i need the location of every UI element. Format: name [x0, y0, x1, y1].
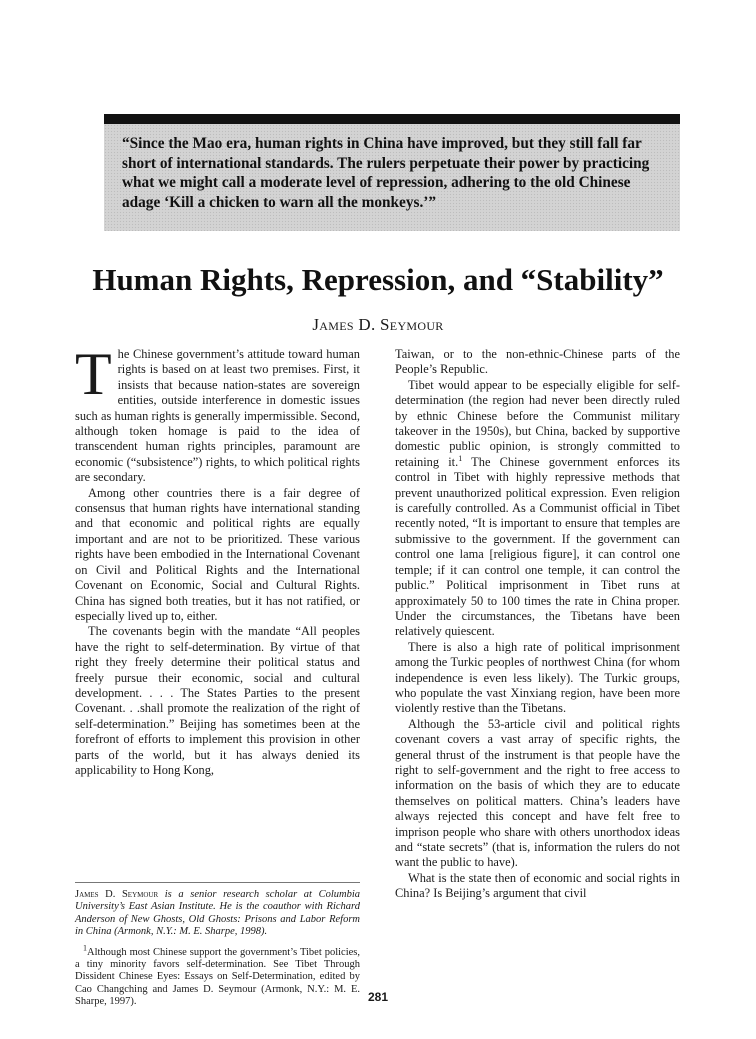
page-number: 281 — [367, 990, 389, 1004]
right-paragraph-2: Tibet would appear to be especially eligible for self-determination (the region had never been directly ruled by ethnic Chinese before the Communist military takeover in the 1950s), but China, backed by supportive domestic public opinion, is strongly committed to retaining it.$^1$ The Chinese government enforces its control in Tibet with highly repressive methods that prevent unauthorized political expression. Even religion is carefully controlled. As a Communist official in Tibet recently noted, “It is important to ensure that temples are submissive to the government. If the government can control one lama [religious figure], it can control one temple; if it can control one temple, it can control the public.” Political imprisonment in Tibet runs at approximately 50 to 100 times the rate in China proper. Under the circumstances, the Tibetans have been relatively quiescent. — [395, 377, 680, 639]
article-author: James D. Seymour — [312, 315, 444, 334]
pull-quote-text: “Since the Mao era, human rights in China have improved, but they still fall far short of international standards. The rulers perpetuate their power by practicing what we might call a moderate level of repression, adhering to the old Chinese adage ‘Kill a chicken to warn all the monkeys.’” — [122, 135, 650, 211]
top-rule — [104, 114, 680, 124]
right-paragraph-1: Taiwan, or to the non-ethnic-Chinese parts of the People’s Republic. — [395, 347, 680, 377]
right-column — [395, 347, 680, 902]
right-paragraph-3: There is also a high rate of political imprisonment among the Turkic peoples of northwest China (for whom independence is even less likely). The Turkic groups, who populate the vast Xinxiang region, have been more violently restive than the Tibetans. — [395, 639, 680, 716]
right-paragraph-4: Although the 53-article civil and political rights covenant covers a vast array of specific rights, the general thrust of the instrument is that people have the right to self-government and the right to free access to information on the basis of which they are to educate themselves on political matters. China’s leaders have always rejected this concept and have felt free to imprison people who share with others unorthodox ideas and “state secrets” (that is, information the rulers do not want the public to have). — [395, 716, 680, 870]
left-paragraph-1: The Chinese government’s attitude toward human rights is based on at least two premises. First, it insists that because nation-states are sovereign entities, outside interference in domestic issues such as human rights is generally impermissible. Second, although token homage is paid to the idea of transcendent human rights principles, paramount are economic (“subsistence”) rights, to which political rights are secondary. — [75, 341, 360, 485]
drop-cap: T — [75, 341, 112, 407]
left-paragraph-2: Among other countries there is a fair degree of consensus that human rights have international standing and that economic and political rights are equally important and are not to be prioritized. These various rights have been embodied in the International Covenant on Civil and Political Rights and the International Covenant on Economic, Social and Cultural Rights. China has signed both treaties, but it has not ratified, or especially lived up to, either. — [75, 485, 360, 623]
pull-quote-box — [104, 124, 680, 231]
right-paragraph-5: What is the state then of economic and social rights in China? Is Beijing’s argument that civil — [395, 870, 680, 901]
footnote-1: $^1$Although most Chinese support the government’s Tibet policies, a tiny minority favors self-determination. See Tibet Through Dissident Chinese Eyes: Essays on Self-Determination, edited by Cao Changching and James D. Seymour (Armonk, N.Y.: M. E. Sharpe, 1997). — [75, 943, 360, 1008]
footnote-marker: 1 — [458, 453, 463, 463]
article-title: Human Rights, Repression, and “Stability” — [92, 262, 664, 297]
left-paragraph-3: The covenants begin with the mandate “All peoples have the right to self-determination. By virtue of that right they freely determine their political status and freely pursue their economic, social and cultural development. . . . The States Parties to the present Covenant. . .shall promote the realization of the right of self-determination.” Beijing has sometimes been at the forefront of efforts to implement this provision in other parts of the world, but it has always denied its applicability to Hong Kong, — [75, 624, 360, 777]
footnote-rule — [75, 882, 360, 883]
author-bio: James D. Seymour is a senior research scholar at Columbia University’s East Asian Institute. He is the coauthor with Richard Anderson of New Ghosts, Old Ghosts: Prisons and Labor Reform in China (Armonk, N.Y.: M. E. Sharpe, 1998). — [75, 889, 360, 938]
left-column — [75, 341, 360, 778]
